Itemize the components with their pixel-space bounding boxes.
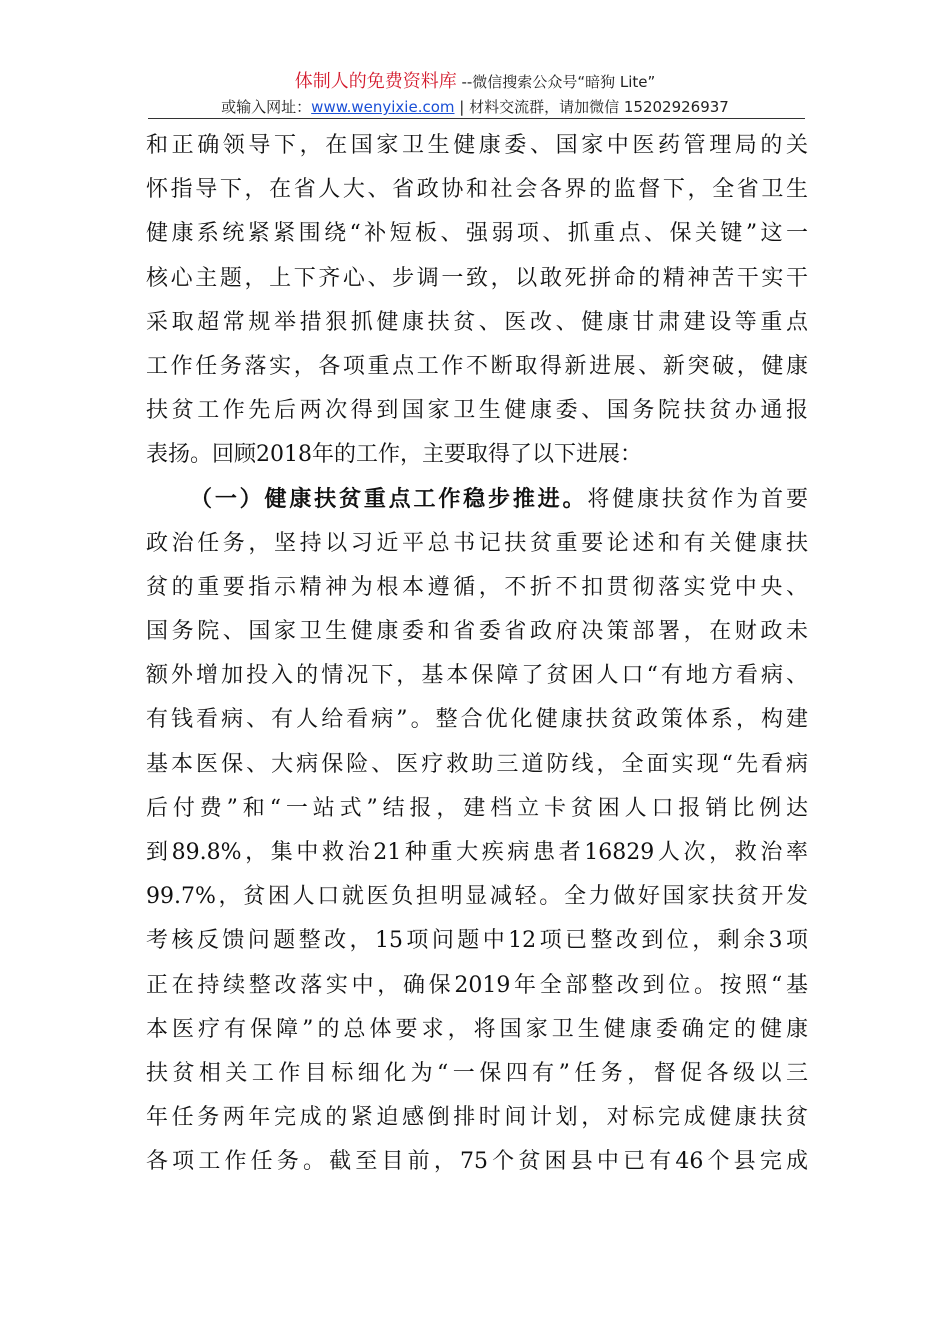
text-line: 正在持续整改落实中，确保2019年全部整改到位。按照“基 — [146, 972, 808, 998]
text-line: 各项工作任务。截至目前，75个贫困县中已有46个县完成 — [146, 1149, 808, 1175]
text-line: 核心主题，上下齐心、步调一致，以敢死拼命的精神苦干实干 — [146, 265, 808, 291]
text-line: 扶贫相关工作目标细化为“一保四有”任务，督促各级以三 — [146, 1060, 808, 1086]
text-line: 国务院、国家卫生健康委和省委省政府决策部署，在财政未 — [146, 619, 808, 645]
text-line: 99.7%，贫困人口就医负担明显减轻。全力做好国家扶贫开发 — [146, 884, 808, 910]
document-body — [146, 124, 808, 1185]
text-line: 健康系统紧紧围绕“补短板、强弱项、抓重点、保关键”这一 — [146, 221, 808, 247]
contact-info: | 材料交流群，请加微信 15202926937 — [454, 98, 729, 116]
brand-title: 体制人的免费资料库 — [294, 71, 457, 92]
text-line: 贫的重要指示精神为根本遵循，不折不扣贯彻落实党中央、 — [146, 574, 808, 600]
header-divider — [148, 118, 805, 119]
text-line: 工作任务落实，各项重点工作不断取得新进展、新突破，健康 — [146, 353, 808, 379]
website-link[interactable]: www.wenyixie.com — [311, 98, 455, 116]
text-line: 和正确领导下，在国家卫生健康委、国家中医药管理局的关 — [146, 133, 808, 158]
text-line: 年任务两年完成的紧迫感倒排时间计划，对标完成健康扶贫 — [146, 1105, 808, 1131]
text-line: 有钱看病、有人给看病”。整合优化健康扶贫政策体系，构建 — [146, 707, 808, 733]
text-line: 基本医保、大病保险、医疗救助三道防线，全面实现“先看病 — [146, 751, 808, 777]
header-title-line — [0, 70, 950, 94]
header-contact-line — [0, 96, 950, 118]
wechat-tagline: --微信搜索公众号“暗狗 Lite” — [456, 73, 656, 91]
section-heading: （一）健康扶贫重点工作稳步推进。 — [190, 486, 588, 512]
text-line: 到89.8%，集中救治21种重大疾病患者16829人次，救治率 — [146, 840, 808, 865]
text-line: 怀指导下，在省人大、省政协和社会各界的监督下，全省卫生 — [146, 177, 808, 203]
text-line: 政治任务，坚持以习近平总书记扶贫重要论述和有关健康扶 — [146, 530, 808, 556]
section-heading-line — [146, 478, 808, 522]
text-line: 本医疗有保障”的总体要求，将国家卫生健康委确定的健康 — [146, 1016, 808, 1042]
text-line: 扶贫工作先后两次得到国家卫生健康委、国务院扶贫办通报 — [146, 398, 808, 424]
text-line: 表扬。回顾2018年的工作，主要取得了以下进展： — [146, 442, 642, 468]
url-prefix: 或输入网址： — [221, 98, 312, 116]
text-line: 采取超常规举措狠抓健康扶贫、医改、健康甘肃建设等重点 — [146, 309, 808, 335]
text-line: 考核反馈问题整改，15项问题中12项已整改到位，剩余3项 — [146, 928, 808, 954]
page-header — [0, 70, 950, 118]
text-line: 额外增加投入的情况下，基本保障了贫困人口“有地方看病、 — [146, 663, 808, 689]
text-line: 后付费”和“一站式”结报，建档立卡贫困人口报销比例达 — [146, 795, 808, 821]
section-first-text: 将健康扶贫作为首要 — [587, 486, 808, 512]
